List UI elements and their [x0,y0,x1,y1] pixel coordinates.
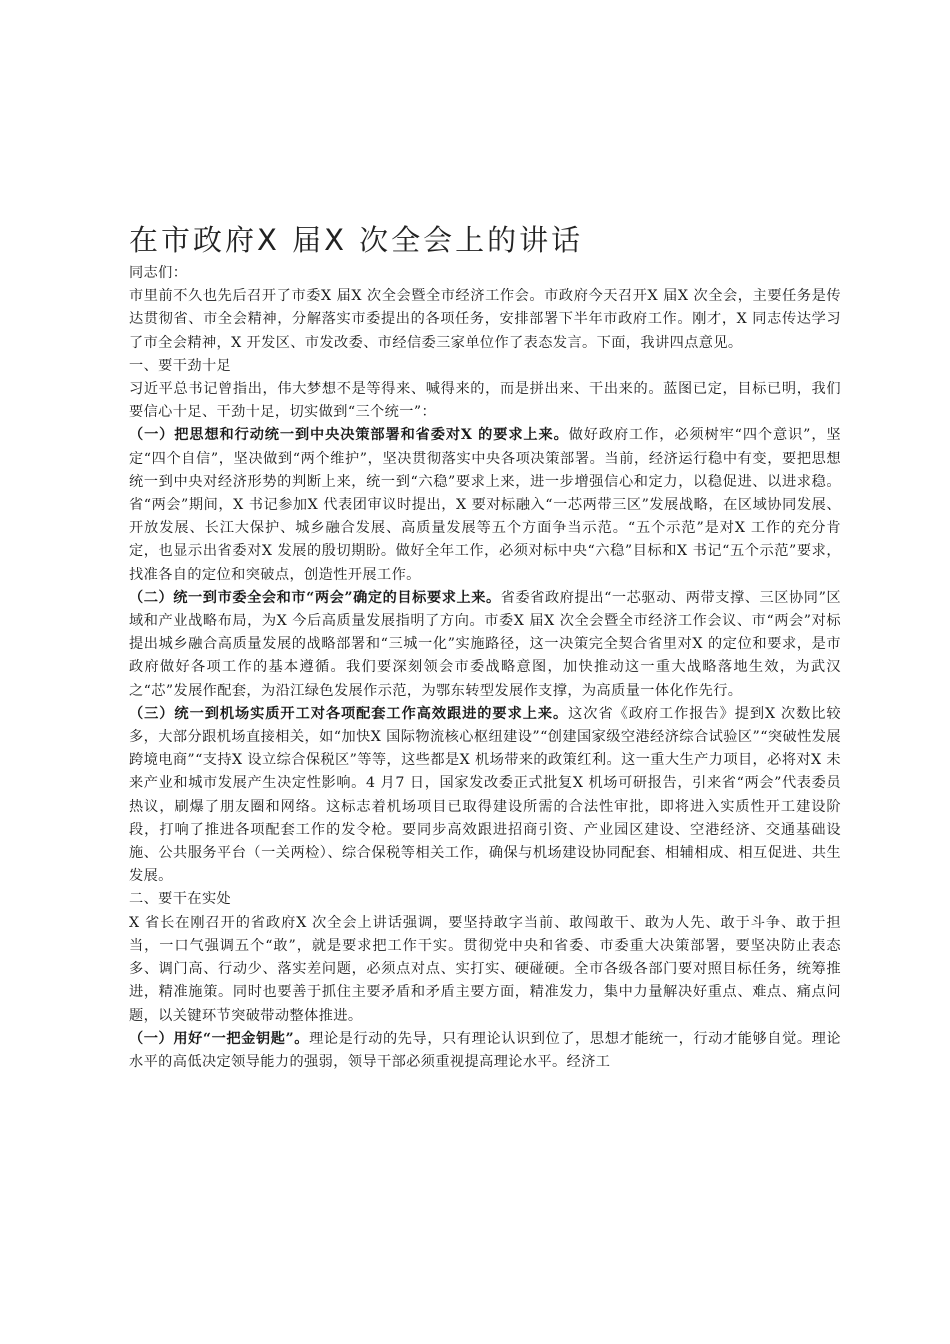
section2-item-1 [129,1028,841,1074]
document-page [129,220,841,1074]
paragraph-body: 理论是行动的先导，只有理论认识到位了，思想才能统一，行动才能够自觉。理论水平的高低决定领导能力的强弱，领导干部必须重视提高理论水平。经济工 [129,1030,841,1070]
paragraph-body: 做好政府工作，必须树牢“四个意识”，坚定“四个自信”，坚决做到“两个维护”，坚决贯彻落实中央各项决策部署。当前，经济运行稳中有变，要把思想统一到中央对经济形势的判断上来，统一到“六稳”要求上来，进一步增强信心和定力，以稳促进、以进求稳。省“两会”期间，X 书记参加X 代表团审议时提出，X 要对标融入“一芯两带三区”发展战略，在区域协同发展、开放发展、长江大保护、城乡融合发展、高质量发展等五个方面争当示范。“五个示范”是对X 工作的充分肯定，也显示出省委对X 发展的殷切期盼。做好全年工作，必须对标中央“六稳”目标和X 书记“五个示范”要求，找准各自的定位和突破点，创造性开展工作。 [129,427,841,583]
subheading: （三）统一到机场实质开工对各项配套工作高效跟进的要求上来。 [129,705,569,722]
paragraph-body: 这次省《政府工作报告》提到X 次数比较多，大部分跟机场直接相关，如“加快X 国际物流核心枢纽建设”“创建国家级空港经济综合试验区”“突破性发展跨境电商”“支持X 设立综合保税区”等等，这些都是X 机场带来的政策红利。这一重大生产力项目，必将对X 未来产业和城市发展产生决定性影响。4 月7 日，国家发改委正式批复X 机场可研报告，引来省“两会”代表委员热议，刷爆了朋友圈和网络。这标志着机场项目已取得建设所需的合法性审批，即将进入实质性开工建设阶段，打响了推进各项配套工作的发令枪。要同步高效跟进招商引资、产业园区建设、空港经济、交通基础设施、公共服务平台（一关两检）、综合保税等相关工作，确保与机场建设协同配套、相辅相成、相互促进、共生发展。 [129,705,841,885]
section-heading-1: 一、要干劲十足 [129,357,232,374]
section1-item-2 [129,587,841,703]
subheading: （一）把思想和行动统一到中央决策部署和省委对X 的要求上来。 [129,427,569,444]
section1-item-1 [129,424,841,586]
section1-intro: 习近平总书记曾指出，伟大梦想不是等得来、喊得来的，而是拼出来、干出来的。蓝图已定，目标已明，我们要信心十足、干劲十足，切实做到“三个统一”： [129,381,841,421]
subheading: （一）用好“一把金钥匙”。 [129,1030,310,1047]
section-heading-2: 二、要干在实处 [129,891,232,908]
salutation: 同志们： [129,265,188,281]
section1-item-3 [129,703,841,889]
section2-intro: X 省长在刚召开的省政府X 次全会上讲话强调，要坚持敢字当前、敢闯敢干、敢为人先、敢于斗争、敢于担当，一口气强调五个“敢”，就是要求把工作干实。贯彻党中央和省委、市委重大决策部署，要坚决防止表态多、调门高、行动少、落实差问题，必须点对点、实打实、硬碰硬。全市各级各部门要对照目标任务，统筹推进，精准施策。同时也要善于抓住主要矛盾和矛盾主要方面，精准发力，集中力量解决好重点、难点、痛点问题，以关键环节突破带动整体推进。 [129,914,841,1024]
subheading: （二）统一到市委全会和市“两会”确定的目标要求上来。 [129,589,501,606]
paragraph-body: 省委省政府提出“一芯驱动、两带支撑、三区协同”区域和产业战略布局，为X 今后高质量发展指明了方向。市委X 届X 次全会暨全市经济工作会议、市“两会”对标提出城乡融合高质量发展的战略部署和“三城一化”实施路径，这一决策完全契合省里对X 的定位和要求，是市政府做好各项工作的基本遵循。我们要深刻领会市委战略意图，加快推动这一重大战略落地生效，为武汉之“芯”发展作配套，为沿江绿色发展作示范，为鄂东转型发展作支撑，为高质量一体化作先行。 [129,589,841,699]
page-title: 在市政府X 届X 次全会上的讲话 [129,223,584,257]
intro-paragraph: 市里前不久也先后召开了市委X 届X 次全会暨全市经济工作会。市政府今天召开X 届X 次全会，主要任务是传达贯彻省、市全会精神，分解落实市委提出的各项任务，安排部署下半年市政府工作。刚才，X 同志传达学习了市全会精神，X 开发区、市发改委、市经信委三家单位作了表态发言。下面，我讲四点意见。 [129,288,841,351]
